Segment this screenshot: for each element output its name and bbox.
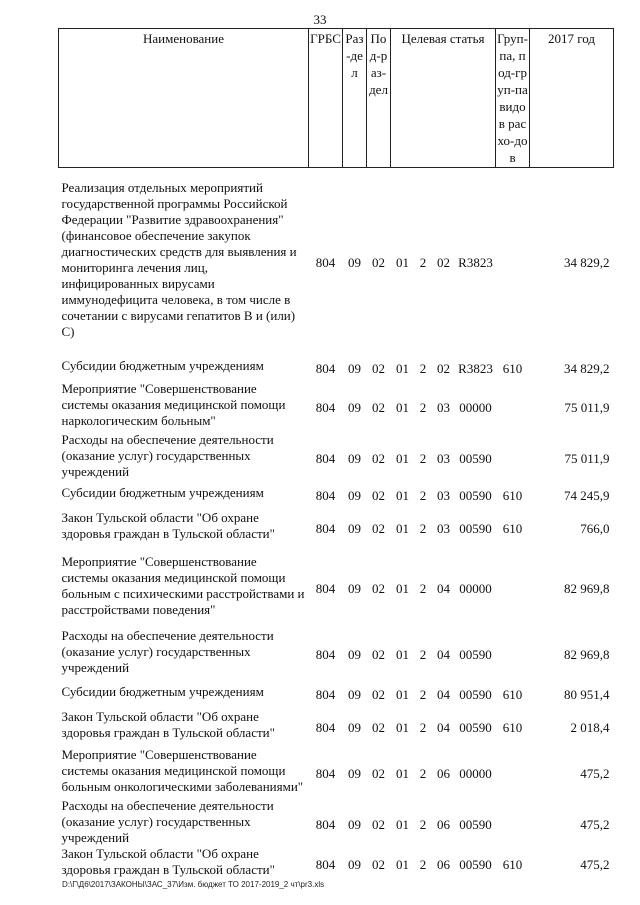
row-target-subprogram: 2 (419, 766, 427, 781)
row-target-event: 06 (437, 766, 450, 781)
row-razdel: 09 (348, 580, 361, 596)
row-target-subprogram: 2 (419, 719, 427, 735)
row-target-subprogram: 2 (419, 520, 427, 536)
row-target-program: 01 (396, 487, 409, 503)
table-row (59, 745, 614, 798)
row-grbs: 804 (315, 580, 336, 596)
row-grbs: 804 (315, 647, 336, 662)
table-row (59, 168, 614, 353)
row-target-program: 01 (396, 360, 409, 376)
row-podrazdel: 02 (372, 856, 385, 872)
header-target: Целевая статья (391, 29, 496, 168)
row-expense-group: 610 (502, 856, 523, 872)
row-sum-2017: 82 969,8 (564, 647, 610, 662)
table-row (59, 353, 614, 379)
row-target-subprogram: 2 (419, 450, 427, 466)
table-row (59, 506, 614, 546)
row-podrazdel: 02 (372, 686, 385, 702)
row-grbs: 804 (315, 520, 336, 536)
row-target-program: 01 (396, 450, 409, 466)
table-row (59, 546, 614, 626)
row-target-event: 04 (437, 686, 450, 702)
row-razdel: 09 (348, 856, 361, 872)
table-row (59, 705, 614, 745)
row-target-program: 01 (396, 520, 409, 536)
row-razdel: 09 (348, 816, 361, 832)
row-podrazdel: 02 (372, 450, 385, 466)
row-target-direction: R3823 (458, 255, 493, 271)
row-target-event: 02 (437, 360, 450, 376)
row-razdel: 09 (348, 450, 361, 466)
row-grbs: 804 (315, 400, 336, 415)
row-razdel: 09 (348, 647, 361, 662)
row-target-subprogram: 2 (419, 400, 427, 415)
header-group: Груп-па, под-груп-па видов расхо-дов (496, 29, 530, 168)
row-target-program: 01 (396, 255, 409, 271)
row-name: Закон Тульской области "Об охране здоровья граждан в Тульской области" (61, 845, 275, 877)
row-grbs: 804 (315, 255, 336, 271)
row-name: Расходы на обеспечение деятельности (оказание услуг) государственных учреждений (61, 431, 274, 479)
table-row (59, 798, 614, 846)
row-name: Субсидии бюджетным учреждениям (61, 484, 264, 500)
row-expense-group: 610 (502, 487, 523, 503)
row-target-subprogram: 2 (419, 686, 427, 702)
header-grbs: ГРБС (309, 29, 343, 168)
row-podrazdel: 02 (372, 766, 385, 781)
row-target-program: 01 (396, 686, 409, 702)
row-target-program: 01 (396, 647, 409, 662)
row-target-direction: 00000 (459, 400, 492, 415)
row-grbs: 804 (315, 487, 336, 503)
row-target-subprogram: 2 (419, 255, 427, 271)
row-name: Реализация отдельных мероприятий государственной программы Российской Федерации "Развитие здравоохранения" (финансовое обеспечение закупок диагностических средств для выявления и мониторинга лечения лиц, инфицированных вирусами иммунодефицита человека, в том числе в сочетании с вирусами гепатитов B и (или) C) (61, 180, 297, 340)
row-grbs: 804 (315, 766, 336, 781)
row-target-event: 04 (437, 580, 450, 596)
row-razdel: 09 (348, 255, 361, 271)
row-target-program: 01 (396, 400, 409, 415)
row-target-direction: 00000 (459, 580, 492, 596)
row-podrazdel: 02 (372, 816, 385, 832)
row-target-event: 03 (437, 450, 450, 466)
row-target-program: 01 (396, 580, 409, 596)
row-name: Расходы на обеспечение деятельности (оказание услуг) государственных учреждений (61, 628, 274, 675)
row-sum-2017: 475,2 (580, 766, 610, 781)
row-expense-group (496, 432, 530, 480)
table-row (59, 846, 614, 878)
row-sum-2017: 82 969,8 (564, 580, 610, 596)
row-target-subprogram: 2 (419, 856, 427, 872)
row-podrazdel: 02 (372, 400, 385, 415)
row-target-event: 04 (437, 647, 450, 662)
row-target-program: 01 (396, 766, 409, 781)
row-podrazdel: 02 (372, 647, 385, 662)
row-sum-2017: 80 951,4 (564, 686, 610, 702)
row-sum-2017: 475,2 (580, 856, 610, 872)
row-razdel: 09 (348, 520, 361, 536)
header-podrazdel: Под-раз-дел (367, 29, 391, 168)
row-target-direction: 00590 (459, 450, 492, 466)
row-target-program: 01 (396, 816, 409, 832)
row-sum-2017: 34 829,2 (564, 255, 610, 271)
table-header-row (59, 29, 614, 168)
row-target-direction: 00590 (459, 520, 492, 536)
row-target-event: 04 (437, 719, 450, 735)
page-number: 33 (313, 12, 327, 27)
row-target-subprogram: 2 (419, 816, 427, 832)
row-target-subprogram: 2 (419, 647, 427, 662)
table-row (59, 379, 614, 432)
header-year: 2017 год (530, 29, 614, 168)
row-target-event: 03 (437, 400, 450, 415)
row-target-direction: 00590 (459, 719, 492, 735)
row-expense-group: 610 (502, 520, 523, 536)
row-target-direction: 00590 (459, 686, 492, 702)
row-grbs: 804 (315, 856, 336, 872)
row-target-subprogram: 2 (419, 580, 427, 596)
row-target-direction: R3823 (458, 360, 493, 376)
row-razdel: 09 (348, 686, 361, 702)
row-expense-group: 610 (502, 360, 523, 376)
row-razdel: 09 (348, 487, 361, 503)
row-sum-2017: 2 018,4 (570, 719, 610, 735)
row-razdel: 09 (348, 400, 361, 415)
row-expense-group (496, 379, 530, 432)
row-podrazdel: 02 (372, 520, 385, 536)
row-target-direction: 00000 (459, 766, 492, 781)
row-razdel: 09 (348, 719, 361, 735)
row-target-event: 06 (437, 856, 450, 872)
row-name: Мероприятие "Совершенствование системы оказания медицинской помощи больным онкологическими заболеваниями" (61, 747, 304, 794)
row-name: Закон Тульской области "Об охране здоровья граждан в Тульской области" (61, 708, 275, 740)
row-sum-2017: 74 245,9 (564, 487, 610, 503)
budget-table (58, 28, 614, 878)
row-target-direction: 00590 (459, 816, 492, 832)
row-target-event: 02 (437, 255, 450, 271)
row-podrazdel: 02 (372, 487, 385, 503)
row-name: Закон Тульской области "Об охране здоровья граждан в Тульской области" (61, 509, 275, 541)
row-target-direction: 00590 (459, 647, 492, 662)
table-row (59, 432, 614, 480)
row-expense-group (496, 798, 530, 846)
row-name: Мероприятие "Совершенствование системы оказания медицинской помощи больным с психическими расстройствами и расстройствами поведения" (61, 553, 305, 617)
row-target-program: 01 (396, 856, 409, 872)
row-sum-2017: 75 011,9 (564, 400, 610, 415)
row-podrazdel: 02 (372, 580, 385, 596)
header-razdel: Раз-дел (343, 29, 367, 168)
row-target-event: 06 (437, 816, 450, 832)
row-expense-group (496, 546, 530, 626)
row-grbs: 804 (315, 816, 336, 832)
row-grbs: 804 (315, 360, 336, 376)
row-name: Расходы на обеспечение деятельности (оказание услуг) государственных учреждений (61, 797, 274, 845)
row-sum-2017: 475,2 (580, 816, 610, 832)
row-target-event: 03 (437, 487, 450, 503)
table-row (59, 626, 614, 679)
row-name: Субсидии бюджетным учреждениям (61, 357, 264, 373)
row-grbs: 804 (315, 719, 336, 735)
row-expense-group: 610 (502, 686, 523, 702)
row-name: Мероприятие "Совершенствование системы оказания медицинской помощи наркологическим больным" (61, 381, 286, 428)
row-target-event: 03 (437, 520, 450, 536)
row-expense-group: 610 (502, 719, 523, 735)
row-target-subprogram: 2 (419, 360, 427, 376)
row-sum-2017: 766,0 (580, 520, 610, 536)
header-name: Наименование (59, 29, 309, 168)
row-podrazdel: 02 (372, 255, 385, 271)
row-sum-2017: 75 011,9 (564, 450, 610, 466)
row-razdel: 09 (348, 360, 361, 376)
row-target-direction: 00590 (459, 487, 492, 503)
row-name: Субсидии бюджетным учреждениям (61, 683, 264, 699)
row-grbs: 804 (315, 450, 336, 466)
row-expense-group (496, 745, 530, 798)
row-expense-group (496, 626, 530, 679)
table-row (59, 480, 614, 506)
row-grbs: 804 (315, 686, 336, 702)
row-podrazdel: 02 (372, 719, 385, 735)
row-sum-2017: 34 829,2 (564, 360, 610, 376)
row-podrazdel: 02 (372, 360, 385, 376)
table-row (59, 679, 614, 705)
row-target-direction: 00590 (459, 856, 492, 872)
row-target-subprogram: 2 (419, 487, 427, 503)
row-razdel: 09 (348, 766, 361, 781)
row-expense-group (496, 168, 530, 353)
file-path-footer: D:\Г\Д6\2017\ЗАКОНЫ\ЗАС_37\Изм. бюджет ТО 2017-2019_2 чт\pr3.xls (62, 880, 325, 889)
row-target-program: 01 (396, 719, 409, 735)
